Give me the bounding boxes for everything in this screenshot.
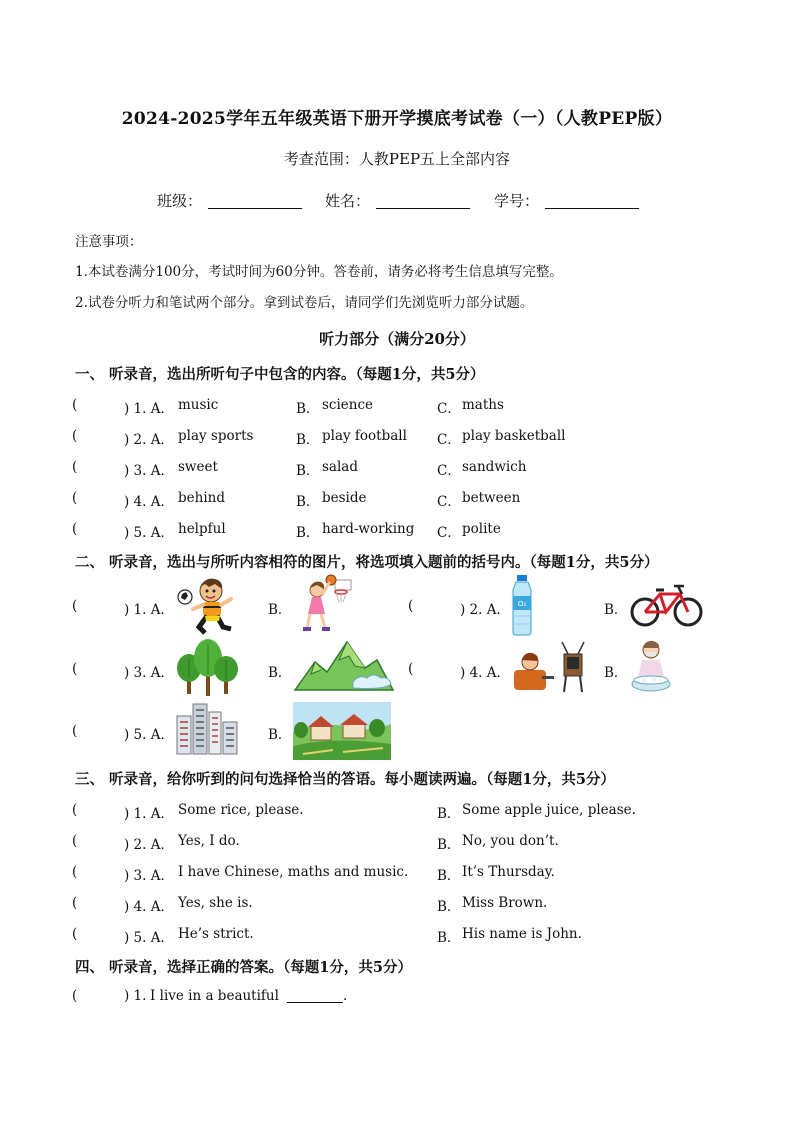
sec3-question-1: [0, 802, 794, 822]
question-number: ) 4. A．: [460, 665, 510, 681]
option-b-label: B．: [268, 602, 292, 618]
bicycle-image: [630, 580, 704, 630]
sec1-question-1: [0, 397, 794, 417]
question-number: ) 5. A．: [124, 930, 174, 946]
option-b-label: B．: [268, 727, 292, 743]
number-blank[interactable]: [545, 192, 639, 209]
answer-paren[interactable]: (: [72, 598, 78, 614]
listening-heading: 听力部分（满分20分）: [319, 330, 475, 348]
option-b-label: B．: [437, 899, 461, 915]
section-1-heading: 一、 听录音，选出所听句子中包含的内容。（每题1分，共5分）: [75, 366, 485, 383]
option-c-label: C．: [437, 463, 461, 479]
question-number: ) 1. A．: [124, 602, 174, 618]
option-b-label: B．: [437, 837, 461, 853]
village-farm-image: [293, 702, 391, 760]
option-b-label: B．: [437, 806, 461, 822]
option-c-label: C．: [437, 401, 461, 417]
section-4-heading: 四、 听录音，选择正确的答案。（每题1分，共5分）: [75, 959, 412, 976]
boy-playing-football-image: [175, 575, 237, 637]
answer-paren[interactable]: (: [72, 428, 78, 444]
sec1-question-5: [0, 521, 794, 541]
sec2-row-2: [0, 661, 794, 681]
answer-paren[interactable]: (: [72, 926, 78, 942]
question-number: ) 3. A．: [124, 868, 174, 884]
answer-paren[interactable]: (: [408, 598, 414, 614]
answer-paren[interactable]: (: [72, 723, 78, 739]
question-number: ) 2. A．: [124, 432, 174, 448]
girl-playing-basketball-image: [295, 574, 355, 636]
answer-paren[interactable]: (: [408, 661, 414, 677]
option-b-label: B．: [268, 665, 292, 681]
option-c-label: C．: [437, 494, 461, 510]
option-b-label: B．: [437, 868, 461, 884]
answer-paren[interactable]: (: [72, 802, 78, 818]
option-b: beside: [322, 490, 367, 506]
name-blank[interactable]: [376, 192, 470, 209]
mountains-image: [293, 638, 397, 694]
question-number: ) 3. A．: [124, 463, 174, 479]
question-number: ) 3. A．: [124, 665, 174, 681]
answer-paren[interactable]: (: [72, 459, 78, 475]
option-b: Some apple juice, please.: [462, 802, 636, 818]
option-b: Miss Brown.: [462, 895, 548, 911]
option-b-label: B．: [296, 525, 320, 541]
option-a: Yes, she is.: [178, 895, 253, 911]
sec1-question-3: [0, 459, 794, 479]
question-number: ) 4. A．: [124, 899, 174, 915]
option-a: behind: [178, 490, 225, 506]
sec3-question-4: [0, 895, 794, 915]
option-a: Yes, I do.: [178, 833, 240, 849]
option-c: polite: [462, 521, 501, 537]
option-c: sandwich: [462, 459, 527, 475]
trees-image: [175, 638, 241, 698]
sec4-question-1: [0, 988, 794, 1008]
option-b: science: [322, 397, 374, 413]
class-label: 班级：: [157, 192, 203, 210]
answer-paren[interactable]: (: [72, 895, 78, 911]
answer-paren[interactable]: (: [72, 490, 78, 506]
option-a: music: [178, 397, 219, 413]
notes-line-2: 2.试卷分听力和笔试两个部分。拿到试卷后，请同学们先浏览听力部分试题。: [75, 295, 534, 311]
option-b-label: B．: [437, 930, 461, 946]
city-buildings-image: [175, 702, 239, 756]
question-number: ) 5. A．: [124, 727, 174, 743]
sec3-question-5: [0, 926, 794, 946]
svg-text:O₂: O₂: [517, 600, 527, 608]
class-blank[interactable]: [208, 192, 302, 209]
name-label: 姓名：: [325, 192, 371, 210]
option-b-label: B．: [296, 494, 320, 510]
answer-blank[interactable]: [287, 988, 343, 1003]
sec1-question-4: [0, 490, 794, 510]
question-text: [150, 988, 347, 1004]
option-b: No, you don’t.: [462, 833, 559, 849]
watching-tv-image: [512, 640, 586, 694]
exam-title: 2024-2025学年五年级英语下册开学摸底考试卷（一）（人教PEP版）: [121, 109, 673, 129]
option-c-label: C．: [437, 432, 461, 448]
option-b: play football: [322, 428, 407, 444]
class-field: [157, 190, 302, 211]
question-number: ) 1. A．: [124, 806, 174, 822]
option-a: helpful: [178, 521, 226, 537]
notes-line-1: 1.本试卷满分100分，考试时间为60分钟。答卷前，请务必将考生信息填写完整。: [75, 264, 563, 280]
number-field: [494, 190, 639, 211]
answer-paren[interactable]: (: [72, 521, 78, 537]
exam-scope: 考查范围：人教PEP五上全部内容: [283, 150, 511, 168]
option-c-label: C．: [437, 525, 461, 541]
answer-paren[interactable]: (: [72, 833, 78, 849]
question-number: ) 4. A．: [124, 494, 174, 510]
answer-paren[interactable]: (: [72, 864, 78, 880]
option-b-label: B．: [604, 602, 628, 618]
option-a: sweet: [178, 459, 218, 475]
option-b: It’s Thursday.: [462, 864, 555, 880]
section-2-heading: 二、 听录音，选出与所听内容相符的图片，将选项填入题前的括号内。（每题1分，共5分）: [75, 554, 659, 571]
option-a: Some rice, please.: [178, 802, 304, 818]
sec1-question-2: [0, 428, 794, 448]
option-b: salad: [322, 459, 358, 475]
sec3-question-2: [0, 833, 794, 853]
option-b: hard-working: [322, 521, 415, 537]
notes-heading: 注意事项：: [75, 234, 143, 250]
option-c: between: [462, 490, 521, 506]
section-3-heading: 三、 听录音，给你听到的问句选择恰当的答语。每小题读两遍。（每题1分，共5分）: [75, 771, 615, 788]
option-c: play basketball: [462, 428, 566, 444]
question-number: ) 2. A．: [460, 602, 510, 618]
number-label: 学号：: [494, 192, 540, 210]
option-a: He’s strict.: [178, 926, 254, 942]
name-field: [325, 190, 470, 211]
option-a: play sports: [178, 428, 254, 444]
option-c: maths: [462, 397, 504, 413]
question-number: ) 5. A．: [124, 525, 174, 541]
water-bottle-image: [507, 574, 537, 636]
option-b: His name is John.: [462, 926, 582, 942]
option-b-label: B．: [604, 665, 628, 681]
question-number: ) 1. A．: [124, 401, 174, 417]
sec3-question-3: [0, 864, 794, 884]
washing-clothes-image: [630, 638, 674, 696]
answer-paren[interactable]: (: [72, 661, 78, 677]
option-b-label: B．: [296, 401, 320, 417]
sec2-row-3: [0, 723, 794, 743]
answer-paren[interactable]: (: [72, 397, 78, 413]
sentence-period: .: [342, 988, 348, 1004]
question-number: ) 2. A．: [124, 837, 174, 853]
option-a: I have Chinese, maths and music.: [178, 864, 409, 880]
option-b-label: B．: [296, 432, 320, 448]
option-b-label: B．: [296, 463, 320, 479]
question-number: ) 1.: [124, 988, 147, 1004]
question-sentence: I live in a beautiful: [150, 988, 279, 1004]
answer-paren[interactable]: (: [72, 988, 78, 1004]
